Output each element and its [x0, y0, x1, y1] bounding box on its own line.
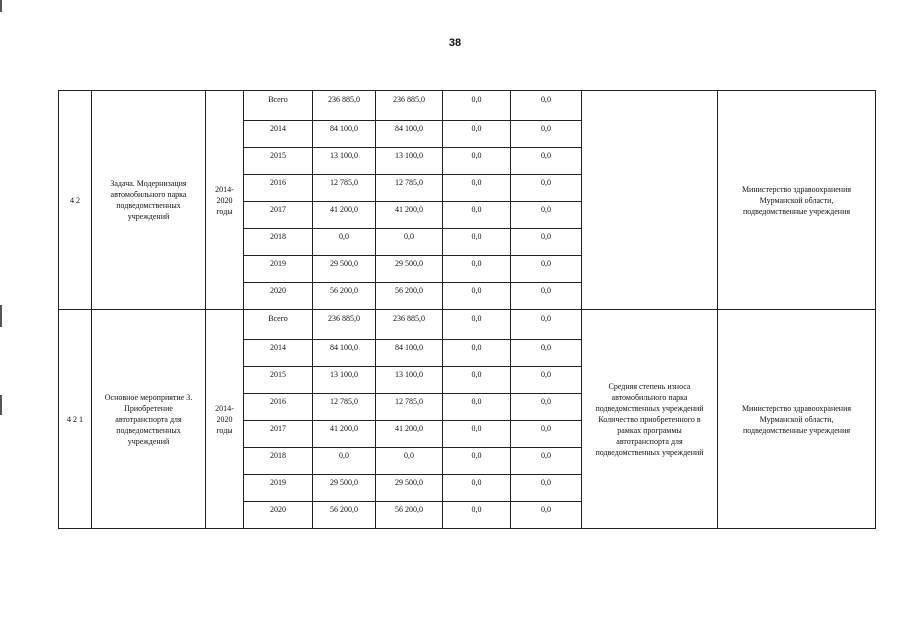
federal-funding-cell-text: 0,0 [471, 504, 482, 514]
total-funding-cell [313, 283, 376, 310]
year-cell-text: 2014 [270, 123, 286, 133]
year-cell-text: 2015 [270, 150, 286, 160]
item-period [206, 91, 244, 310]
regional-funding-cell-text: 29 500,0 [395, 477, 423, 487]
total-funding-cell [313, 475, 376, 502]
regional-funding-cell [376, 367, 443, 394]
regional-funding-cell-text: 13 100,0 [395, 369, 423, 379]
other-funding-cell [511, 475, 582, 502]
total-funding-cell-text: 0,0 [339, 450, 349, 460]
item-name-line: автотранспорта для [115, 414, 182, 424]
executor-line: Министерство здравоохранения [741, 184, 852, 194]
total-funding-cell [313, 421, 376, 448]
federal-funding-cell-text: 0,0 [471, 314, 482, 323]
federal-funding-cell-text: 0,0 [471, 342, 482, 352]
federal-funding-cell-text: 0,0 [471, 477, 482, 487]
federal-funding-cell-text: 0,0 [471, 123, 482, 133]
year-cell-text: 2017 [270, 423, 286, 433]
regional-funding-cell [376, 310, 443, 340]
federal-funding-cell [443, 367, 511, 394]
year-cell-text: Всего [268, 314, 288, 323]
executor-line: Мурманской области, [759, 414, 834, 424]
regional-funding-cell-text: 41 200,0 [395, 423, 423, 433]
table-row [59, 310, 876, 340]
total-funding-cell [313, 91, 376, 121]
item-period [206, 310, 244, 529]
year-cell [244, 283, 313, 310]
other-funding-cell [511, 340, 582, 367]
item-name-line: подведомственных [116, 425, 181, 435]
other-funding-cell [511, 394, 582, 421]
other-funding-cell [511, 175, 582, 202]
item-period-line: 2014- [215, 184, 234, 194]
total-funding-cell-text: 12 785,0 [330, 177, 358, 187]
executor-line: подведомственные учреждения [742, 206, 851, 216]
executor [718, 310, 876, 529]
item-name-line: учреждений [127, 212, 170, 221]
other-funding-cell-text: 0,0 [541, 95, 551, 104]
regional-funding-cell [376, 91, 443, 121]
year-cell-text: 2017 [270, 204, 286, 214]
federal-funding-cell [443, 448, 511, 475]
target-indicator-line: подведомственных учреждений [595, 403, 704, 413]
regional-funding-cell [376, 229, 443, 256]
regional-funding-cell-text: 56 200,0 [395, 285, 423, 295]
year-cell-text: 2018 [270, 231, 286, 241]
total-funding-cell-text: 12 785,0 [330, 396, 358, 406]
year-cell-text: 2019 [270, 258, 286, 268]
regional-funding-cell-text: 12 785,0 [395, 177, 423, 187]
year-cell-text: 2015 [270, 369, 286, 379]
regional-funding-cell-text: 236 885,0 [393, 314, 425, 323]
federal-funding-cell [443, 229, 511, 256]
regional-funding-cell-text: 29 500,0 [395, 258, 423, 268]
other-funding-cell-text: 0,0 [541, 285, 551, 295]
year-cell [244, 175, 313, 202]
year-cell [244, 475, 313, 502]
other-funding-cell-text: 0,0 [541, 231, 551, 241]
total-funding-cell [313, 148, 376, 175]
year-cell [244, 367, 313, 394]
table-row [59, 91, 876, 121]
total-funding-cell-text: 56 200,0 [330, 504, 358, 514]
other-funding-cell [511, 202, 582, 229]
federal-funding-cell-text: 0,0 [471, 396, 482, 406]
regional-funding-cell-text: 13 100,0 [395, 150, 423, 160]
year-cell [244, 310, 313, 340]
item-name-line: Приобретение [124, 403, 173, 413]
target-indicator [582, 91, 718, 310]
other-funding-cell-text: 0,0 [541, 504, 551, 514]
item-period-line: 2020 [216, 195, 233, 205]
total-funding-cell [313, 502, 376, 529]
regional-funding-cell [376, 340, 443, 367]
year-cell-text: 2020 [270, 504, 286, 514]
federal-funding-cell [443, 121, 511, 148]
federal-funding-cell [443, 256, 511, 283]
other-funding-cell [511, 421, 582, 448]
target-indicator-line: автотранспорта для [616, 436, 683, 446]
other-funding-cell [511, 502, 582, 529]
regional-funding-cell [376, 175, 443, 202]
total-funding-cell [313, 202, 376, 229]
total-funding-cell-text: 84 100,0 [330, 123, 358, 133]
federal-funding-cell [443, 421, 511, 448]
total-funding-cell-text: 29 500,0 [330, 258, 358, 268]
year-cell-text: 2018 [270, 450, 286, 460]
other-funding-cell-text: 0,0 [541, 150, 551, 160]
item-number: 4 2 [59, 91, 92, 310]
federal-funding-cell [443, 475, 511, 502]
year-cell [244, 394, 313, 421]
other-funding-cell-text: 0,0 [541, 258, 551, 268]
regional-funding-cell-text: 0,0 [404, 231, 414, 241]
regional-funding-cell [376, 121, 443, 148]
total-funding-cell [313, 256, 376, 283]
regional-funding-cell [376, 202, 443, 229]
year-cell [244, 340, 313, 367]
item-name-line: учреждений [127, 436, 170, 446]
other-funding-cell [511, 91, 582, 121]
item-period-line: годы [216, 425, 233, 435]
total-funding-cell [313, 229, 376, 256]
federal-funding-cell-text: 0,0 [471, 423, 482, 433]
other-funding-cell-text: 0,0 [541, 423, 551, 433]
regional-funding-cell [376, 148, 443, 175]
other-funding-cell-text: 0,0 [541, 204, 551, 214]
year-cell-text: 2019 [270, 477, 286, 487]
target-indicator-line: подведомственных учреждений [595, 447, 704, 457]
other-funding-cell-text: 0,0 [541, 342, 551, 352]
item-period-line: 2014- [215, 403, 234, 413]
federal-funding-cell [443, 202, 511, 229]
federal-funding-cell-text: 0,0 [471, 150, 482, 160]
regional-funding-cell [376, 394, 443, 421]
federal-funding-cell-text: 0,0 [471, 204, 482, 214]
other-funding-cell [511, 121, 582, 148]
total-funding-cell-text: 84 100,0 [330, 342, 358, 352]
other-funding-cell-text: 0,0 [541, 477, 551, 487]
regional-funding-cell [376, 475, 443, 502]
total-funding-cell [313, 310, 376, 340]
item-name-line: автомобильного парка [110, 190, 187, 199]
page-number: 38 [448, 37, 462, 49]
total-funding-cell [313, 394, 376, 421]
total-funding-cell-text: 29 500,0 [330, 477, 358, 487]
scan-edge-top [0, 0, 2, 12]
target-indicator-line: рамках программы [617, 425, 682, 435]
total-funding-cell-text: 236 885,0 [328, 314, 360, 323]
item-period-line: 2020 [216, 414, 233, 424]
total-funding-cell-text: 236 885,0 [328, 95, 360, 104]
year-cell [244, 121, 313, 148]
other-funding-cell [511, 229, 582, 256]
target-indicator-line: Средняя степень износа [608, 381, 691, 391]
regional-funding-cell-text: 0,0 [404, 450, 414, 460]
regional-funding-cell-text: 84 100,0 [395, 342, 423, 352]
total-funding-cell [313, 175, 376, 202]
federal-funding-cell-text: 0,0 [471, 369, 482, 379]
federal-funding-cell [443, 283, 511, 310]
total-funding-cell-text: 13 100,0 [330, 369, 358, 379]
federal-funding-cell [443, 340, 511, 367]
federal-funding-cell-text: 0,0 [471, 177, 482, 187]
total-funding-cell [313, 340, 376, 367]
item-name-line: Задача. Модернизация [110, 179, 187, 188]
program-table [58, 90, 876, 529]
target-indicator [582, 310, 718, 529]
item-period-line: годы [216, 206, 233, 216]
year-cell [244, 91, 313, 121]
federal-funding-cell [443, 175, 511, 202]
federal-funding-cell [443, 148, 511, 175]
regional-funding-cell-text: 41 200,0 [395, 204, 423, 214]
regional-funding-cell-text: 12 785,0 [395, 396, 423, 406]
total-funding-cell [313, 121, 376, 148]
item-name [92, 310, 206, 529]
regional-funding-cell-text: 236 885,0 [393, 95, 425, 104]
year-cell-text: Всего [268, 95, 288, 104]
executor-line: Министерство здравоохранения [741, 403, 852, 413]
executor [718, 91, 876, 310]
federal-funding-cell-text: 0,0 [471, 258, 482, 268]
other-funding-cell [511, 256, 582, 283]
year-cell [244, 229, 313, 256]
other-funding-cell [511, 310, 582, 340]
total-funding-cell-text: 56 200,0 [330, 285, 358, 295]
other-funding-cell-text: 0,0 [541, 177, 551, 187]
year-cell-text: 2016 [270, 177, 286, 187]
item-name-line: подведомственных [116, 201, 181, 210]
regional-funding-cell [376, 256, 443, 283]
year-cell [244, 421, 313, 448]
other-funding-cell-text: 0,0 [541, 369, 551, 379]
scan-edge-low [0, 395, 2, 415]
federal-funding-cell-text: 0,0 [471, 285, 482, 295]
federal-funding-cell-text: 0,0 [471, 95, 482, 104]
regional-funding-cell [376, 448, 443, 475]
year-cell [244, 202, 313, 229]
federal-funding-cell [443, 502, 511, 529]
regional-funding-cell [376, 502, 443, 529]
year-cell [244, 256, 313, 283]
federal-funding-cell [443, 91, 511, 121]
regional-funding-cell-text: 84 100,0 [395, 123, 423, 133]
other-funding-cell [511, 367, 582, 394]
year-cell-text: 2014 [270, 342, 286, 352]
other-funding-cell-text: 0,0 [541, 396, 551, 406]
item-number: 4 2 1 [59, 310, 92, 529]
year-cell-text: 2016 [270, 396, 286, 406]
executor-line: Мурманской области, [759, 195, 834, 205]
federal-funding-cell [443, 310, 511, 340]
regional-funding-cell-text: 56 200,0 [395, 504, 423, 514]
year-cell-text: 2020 [270, 285, 286, 295]
item-name [92, 91, 206, 310]
total-funding-cell-text: 41 200,0 [330, 423, 358, 433]
total-funding-cell-text: 13 100,0 [330, 150, 358, 160]
other-funding-cell [511, 283, 582, 310]
other-funding-cell-text: 0,0 [541, 123, 551, 133]
target-indicator-line: Количество приобретенного в [598, 414, 701, 424]
other-funding-cell-text: 0,0 [541, 314, 551, 323]
federal-funding-cell-text: 0,0 [471, 231, 482, 241]
year-cell [244, 148, 313, 175]
regional-funding-cell [376, 421, 443, 448]
total-funding-cell [313, 367, 376, 394]
item-name-line: Основное мероприятие 3. [104, 392, 193, 402]
executor-line: подведомственные учреждения [742, 425, 851, 435]
other-funding-cell-text: 0,0 [541, 450, 551, 460]
total-funding-cell-text: 0,0 [339, 231, 349, 241]
federal-funding-cell [443, 394, 511, 421]
total-funding-cell-text: 41 200,0 [330, 204, 358, 214]
year-cell [244, 502, 313, 529]
other-funding-cell [511, 148, 582, 175]
scan-edge-mid [0, 305, 2, 327]
year-cell [244, 448, 313, 475]
federal-funding-cell-text: 0,0 [471, 450, 482, 460]
target-indicator-line: автомобильного парка [611, 392, 688, 402]
other-funding-cell [511, 448, 582, 475]
regional-funding-cell [376, 283, 443, 310]
total-funding-cell [313, 448, 376, 475]
